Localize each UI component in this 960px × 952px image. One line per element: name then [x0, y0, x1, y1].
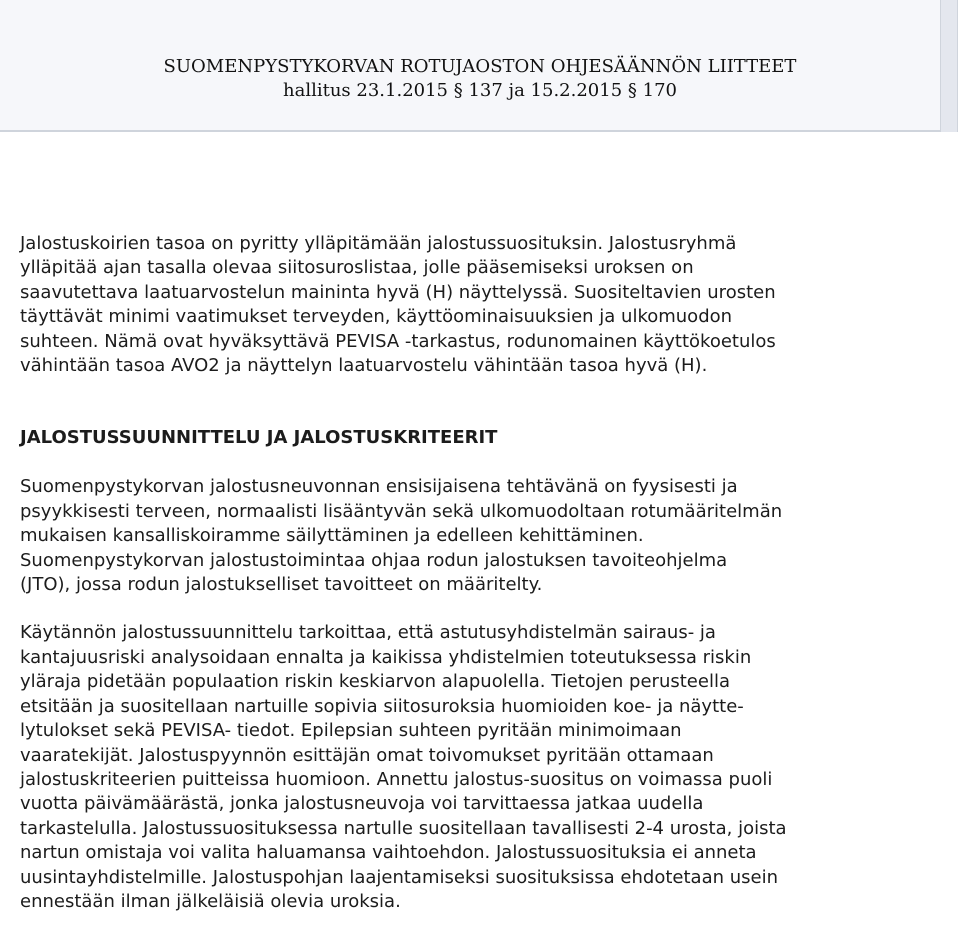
spacer: [20, 450, 950, 475]
intro-paragraph: Jalostuskoirien tasoa on pyritty ylläpitämään jalostussuosituksin. Jalostusryhmä ylläpitää ajan tasalla olevaa siitosuroslistaa, jolle pääsemiseksi uroksen on saavutettava laatuarvostelun maininta hyvä (H) näyttelyssä. Suositeltavien urosten täyttävät minimi vaatimukset terveyden, käyttöominaisuuksien ja ulkomuodon suhteen. Nämä ovat hyväksyttävä PEVISA -tarkastus, rodunomainen käyttökoetulos vähintään tasoa AVO2 ja näyttelyn laatuarvostelu vähintään tasoa hyvä (H).: [20, 233, 776, 377]
document-title: SUOMENPYSTYKORVAN ROTUJAOSTON OHJESÄÄNNÖN LIITTEET: [163, 56, 797, 77]
document-body: [20, 232, 950, 914]
section-paragraph-2: Käytännön jalostussuunnittelu tarkoittaa, että astutusyhdistelmän sairaus- ja kantajuusriski analysoidaan ennalta ja kaikissa yhdistelmien toteutuksessa riskin yläraja pidetään populaation riskin keskiarvon alapuolella. Tietojen perusteella etsitään ja suositellaan nartuille sopivia siitosuroksia huomioiden koe- ja näytte- lytulokset sekä PEVISA- tiedot. Epilepsian suhteen pyritään minimoimaan vaaratekijät. Jalostuspyynnön esittäjän omat toivomukset pyritään ottamaan jalostuskriteerien puitteissa huomioon. Annettu jalostus-suositus on voimassa puoli vuotta päivämäärästä, jonka jalostusneuvoja voi tarvittaessa jatkaa uudella tarkastelulla. Jalostussuosituksessa nartulle suositellaan tavallisesti 2-4 urosta, joista nartun omistaja voi valita haluamansa vaihtoehdon. Jalostussuosituksia ei anneta uusintayhdistelmille. Jalostuspohjan laajentamiseksi suosituksissa ehdotetaan usein ennestään ilman jälkeläisiä olevia uroksia.: [20, 622, 787, 912]
section-heading: JALOSTUSSUUNNITTELU JA JALOSTUSKRITEERIT: [20, 427, 498, 449]
spacer: [20, 597, 950, 621]
spacer: [20, 378, 950, 426]
document-subtitle: hallitus 23.1.2015 § 137 ja 15.2.2015 § 170: [283, 80, 677, 101]
section-paragraph-1: Suomenpystykorvan jalostusneuvonnan ensisijaisena tehtävänä on fyysisesti ja psyykkisesti terveen, normaalisti lisääntyvän sekä ulkomuodoltaan rotumääritelmän mukaisen kansalliskoiramme säilyttäminen ja edelleen kehittäminen. Suomenpystykorvan jalostustoimintaa ohjaa rodun jalostuksen tavoiteohjelma (JTO), jossa rodun jalostukselliset tavoitteet on määritelty.: [20, 476, 783, 596]
